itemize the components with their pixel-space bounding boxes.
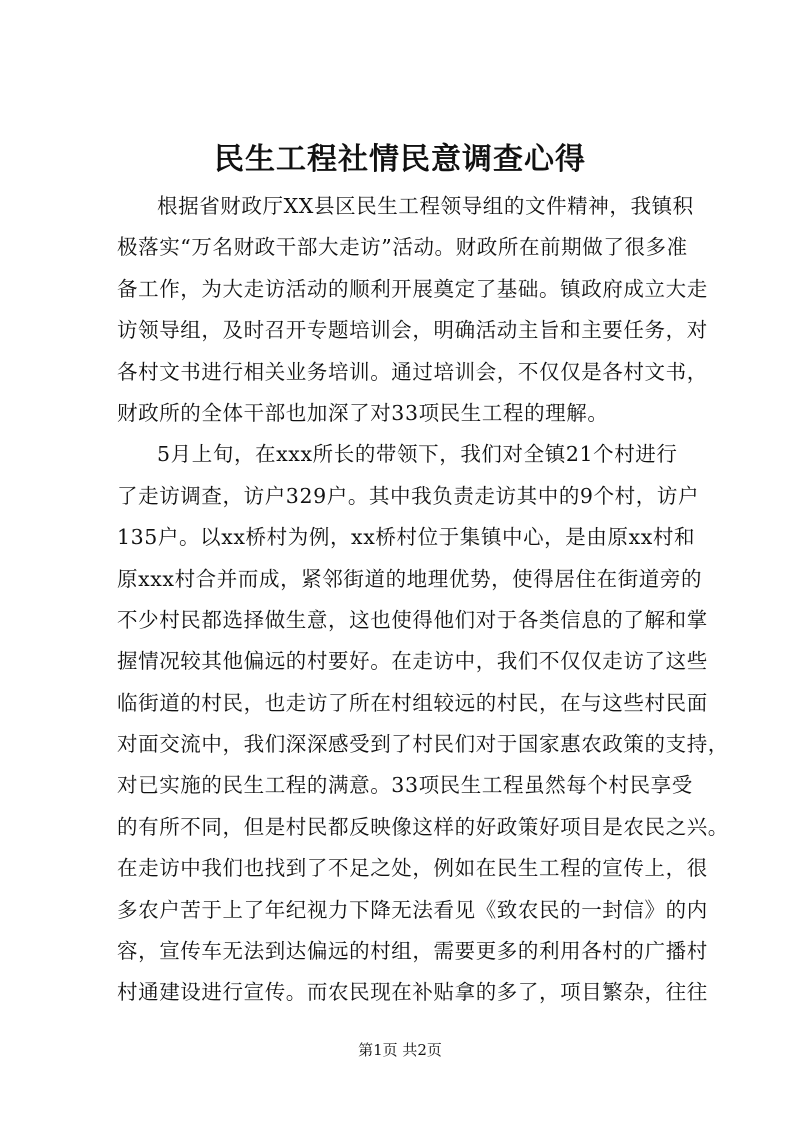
text-line: 对已实施的民生工程的满意。33项民生工程虽然每个村民享受	[117, 773, 693, 798]
text-line: 村通建设进行宣传。而农民现在补贴拿的多了，项目繁杂，往往	[117, 980, 708, 1005]
text-line: 容，宣传车无法到达偏远的村组，需要更多的利用各村的广播村	[117, 939, 708, 964]
text-line: 原xxx村合并而成，紧邻街道的地理优势，使得居住在街道旁的	[117, 566, 703, 591]
text-line: 根据省财政厅XX县区民生工程领导组的文件精神，我镇积	[157, 194, 694, 218]
text-line: 在走访中我们也找到了不足之处，例如在民生工程的宣传上，很	[117, 856, 708, 881]
document-body	[117, 186, 729, 1014]
text-line: 临街道的村民，也走访了所在村组较远的村民，在与这些村民面	[117, 690, 708, 715]
text-line: 访领导组，及时召开专题培训会，明确活动主旨和主要任务，对	[117, 318, 708, 343]
text-line: 对面交流中，我们深深感受到了村民们对于国家惠农政策的支持，	[117, 732, 729, 757]
page-footer: 第1页 共2页	[358, 1041, 442, 1059]
text-line: 极落实“万名财政干部大走访”活动。财政所在前期做了很多准	[117, 235, 688, 260]
text-line: 各村文书进行相关业务培训。通过培训会，不仅仅是各村文书，	[117, 359, 708, 384]
document-title: 民生工程社情民意调查心得	[214, 142, 586, 177]
text-line: 的有所不同，但是村民都反映像这样的好政策好项目是农民之兴。	[117, 814, 729, 839]
text-line: 备工作，为大走访活动的顺利开展奠定了基础。镇政府成立大走	[117, 276, 708, 301]
text-line: 多农户苦于上了年纪视力下降无法看见《致农民的一封信》的内	[117, 897, 708, 922]
text-line: 不少村民都选择做生意，这也使得他们对于各类信息的了解和掌	[117, 607, 708, 632]
text-line: 财政所的全体干部也加深了对33项民生工程的理解。	[117, 400, 609, 425]
text-line: 135户。以xx桥村为例，xx桥村位于集镇中心，是由原xx村和	[117, 525, 696, 550]
text-line: 了走访调查，访户329户。其中我负责走访其中的9个村，访户	[117, 483, 700, 508]
text-line: 握情况较其他偏远的村要好。在走访中，我们不仅仅走访了这些	[117, 649, 708, 674]
text-line: 5月上旬，在xxx所长的带领下，我们对全镇21个村进行	[157, 442, 678, 467]
